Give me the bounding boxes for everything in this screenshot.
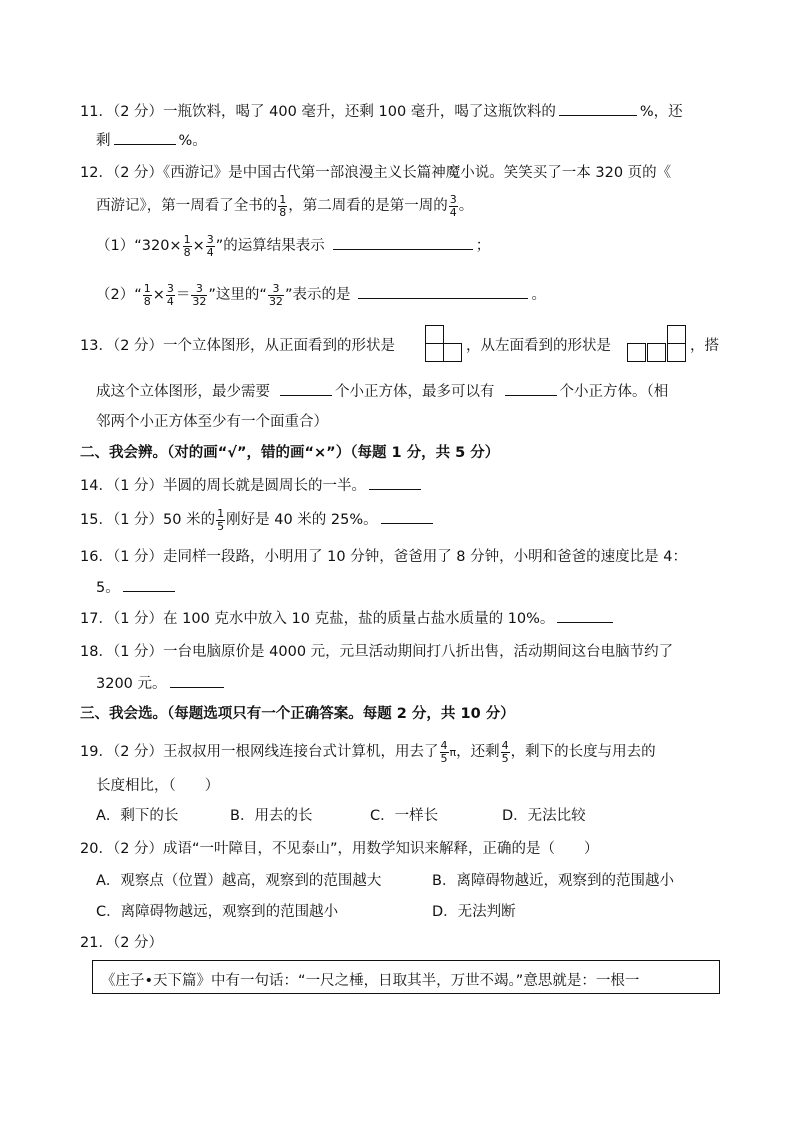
- q19-text-2: ，还剩: [456, 744, 500, 761]
- equals-sign: ＝: [175, 287, 191, 304]
- fraction-den: 8: [183, 245, 191, 259]
- fraction-den: 5: [217, 519, 225, 533]
- q17-text: 17．（1 分）在 100 克水中放入 10 克盐，盐的质量占盐水质量的 10%。: [80, 611, 555, 627]
- q16-text-2: 5。: [96, 580, 120, 596]
- q12-text-4: 。: [458, 198, 474, 215]
- fraction-den: 5: [440, 751, 448, 765]
- q11-text-2: 剩: [96, 133, 111, 149]
- fraction-num: 1: [143, 282, 151, 295]
- q13-text-7: 邻两个小正方体至少有一个面重合）: [96, 414, 328, 430]
- section-2-title: 二、我会辨。（对的画“√”，错的画“×”）（每题 1 分，共 5 分）: [80, 445, 500, 461]
- fraction: [501, 740, 510, 764]
- left-view-square: [647, 343, 666, 362]
- q19-option-c[interactable]: C．一样长: [370, 808, 439, 824]
- fraction: [191, 283, 207, 307]
- q18-text-2: 3200 元。: [96, 676, 167, 692]
- section-3-title: 三、我会选。（每题选项只有一个正确答案。每题 2 分，共 10 分）: [80, 706, 515, 722]
- left-view-square: [627, 343, 646, 362]
- q15: [80, 508, 436, 532]
- fraction: [183, 234, 192, 258]
- q19-option-d[interactable]: D．无法比较: [502, 808, 586, 824]
- fraction: [206, 234, 215, 258]
- q19-text-3: ，剩下的长度与用去的: [510, 744, 656, 761]
- q20-option-c[interactable]: C．离障碍物越远，观察到的范围越小: [96, 904, 339, 920]
- q19-line1: [80, 740, 656, 764]
- fraction: [440, 740, 449, 764]
- front-view-square: [425, 325, 444, 344]
- q20-text: 20．（2 分）成语“一叶障目，不见泰山”，用数学知识来解释，正确的是（ ）: [80, 841, 599, 857]
- q15-text: 15．（1 分）50 米的: [80, 512, 216, 529]
- times-sign: ×: [152, 287, 165, 304]
- q16-blank[interactable]: [123, 590, 175, 592]
- q15-blank[interactable]: [381, 522, 433, 524]
- q11-blank-2[interactable]: [114, 143, 176, 145]
- fraction-den: 8: [143, 294, 151, 308]
- fraction-den: 4: [166, 294, 174, 308]
- fraction: [143, 283, 152, 307]
- q13-text-2: ，从左面看到的形状是: [466, 338, 611, 354]
- fraction-den: 4: [449, 205, 457, 219]
- q13-line1b: [466, 338, 611, 355]
- q18-line2: [96, 676, 227, 693]
- q12-line1: [80, 165, 671, 182]
- q12-sub2-text-3: ”表示的是: [284, 287, 351, 304]
- fraction-den: 4: [206, 245, 214, 259]
- q11-line2: [96, 133, 207, 150]
- q20-option-b[interactable]: B．离障碍物越近，观察到的范围越小: [432, 873, 674, 889]
- fraction-num: 3: [272, 282, 280, 295]
- q12-line2: [96, 194, 473, 218]
- fraction-den: 8: [279, 205, 287, 219]
- fraction-num: 4: [501, 739, 509, 752]
- q21-quote-box: [92, 960, 720, 994]
- fraction: [166, 283, 175, 307]
- q16-text: 16．（1 分）走同样一段路，小明用了 10 分钟，爸爸用了 8 分钟，小明和爸爸的速度比是 4：: [80, 549, 687, 565]
- q18-blank[interactable]: [170, 686, 224, 688]
- q12-sub2: [96, 283, 546, 307]
- q12-sub1: [96, 234, 490, 258]
- q18-line1: [80, 644, 673, 661]
- q15-text-2: 刚好是 40 米的 25%。: [226, 512, 378, 529]
- pi-symbol: π: [449, 746, 457, 760]
- fraction-num: 4: [440, 739, 448, 752]
- fraction-num: 3: [195, 282, 203, 295]
- q11-pct1: %，还: [639, 104, 683, 120]
- q11-line1: [80, 104, 683, 121]
- q12-sub1-end: ；: [475, 238, 491, 255]
- front-view-square: [425, 343, 444, 362]
- q16-line1: [80, 549, 687, 566]
- q13-line1c: [690, 338, 719, 355]
- q12-sub2-text-2: ”这里的“: [208, 287, 267, 304]
- q13-text-5: 个小正方体，最多可以有: [335, 384, 495, 400]
- fraction-den: 32: [268, 294, 283, 308]
- q19-option-b[interactable]: B．用去的长: [230, 808, 313, 824]
- fraction-den: 5: [501, 751, 509, 765]
- q11-pct2: %。: [178, 133, 207, 149]
- fraction-num: 1: [183, 233, 191, 246]
- q16-line2: [96, 580, 178, 597]
- q12-sub2-end: 。: [531, 287, 546, 304]
- q12-text: 12．（2 分）《西游记》是中国古代第一部浪漫主义长篇神魔小说。笑笑买了一本 320 页的《: [80, 165, 672, 181]
- q12-sub1-blank[interactable]: [333, 248, 473, 250]
- fraction: [216, 508, 225, 532]
- fraction: [278, 194, 287, 218]
- q13-line1a: [80, 338, 395, 355]
- q14: [80, 478, 424, 495]
- q21-text: 21．（2 分）: [80, 935, 164, 951]
- left-view-square: [667, 325, 686, 344]
- q13-blank-max[interactable]: [505, 394, 557, 396]
- q14-text: 14．（1 分）半圆的周长就是圆周长的一半。: [80, 478, 367, 494]
- fraction-num: 3: [166, 282, 174, 295]
- q13-line2: [96, 384, 668, 401]
- q18-text: 18．（1 分）一台电脑原价是 4000 元，元旦活动期间打八折出售，活动期间这台电脑节约了: [80, 644, 674, 660]
- q13-text-3: ，搭: [690, 338, 719, 354]
- q17-blank[interactable]: [557, 621, 613, 623]
- times-sign: ×: [192, 238, 205, 255]
- q11-text: 11．（2 分）一瓶饮料，喝了 400 毫升，还剩 100 毫升，喝了这瓶饮料的: [80, 104, 556, 120]
- q12-sub1-text: （1）“320×: [96, 238, 182, 255]
- front-view-square: [443, 343, 462, 362]
- fraction-num: 3: [206, 233, 214, 246]
- q13-line3: [96, 414, 328, 431]
- fraction-den: 32: [192, 294, 207, 308]
- fraction-num: 3: [449, 193, 457, 206]
- q12-sub1-text-2: ”的运算结果表示: [215, 238, 325, 255]
- q13-text-6: 个小正方体。（相: [559, 384, 669, 400]
- fraction-num: 1: [279, 193, 287, 206]
- q12-sub2-text: （2）“: [96, 287, 142, 304]
- q13-text: 13．（2 分）一个立体图形，从正面看到的形状是: [80, 338, 396, 354]
- q12-text-3: ，第二周看的是第一周的: [288, 198, 448, 215]
- fraction: [449, 194, 458, 218]
- q13-text-4: 成这个立体图形，最少需要: [96, 384, 270, 400]
- q12-text-2: 西游记》，第一周看了全书的: [96, 198, 278, 215]
- q19-line2: 长度相比，（ ）: [96, 778, 220, 794]
- q21-quote-text: 《庄子•天下篇》中有一句话：“一尺之棰，日取其半，万世不竭。”意思就是：一根一: [101, 973, 640, 989]
- q20-option-d[interactable]: D．无法判断: [432, 904, 516, 920]
- fraction-num: 1: [217, 507, 225, 520]
- q20-option-a[interactable]: A．观察点（位置）越高，观察到的范围越大: [96, 873, 382, 889]
- q19-text: 19．（2 分）王叔叔用一根网线连接台式计算机，用去了: [80, 744, 439, 761]
- q11-blank-1[interactable]: [559, 114, 637, 116]
- q12-sub2-blank[interactable]: [358, 297, 528, 299]
- fraction: [268, 283, 284, 307]
- left-view-square: [667, 343, 686, 362]
- q14-blank[interactable]: [369, 488, 421, 490]
- q13-blank-min[interactable]: [280, 394, 332, 396]
- q19-option-a[interactable]: A．剩下的长: [96, 808, 179, 824]
- q17: [80, 611, 616, 628]
